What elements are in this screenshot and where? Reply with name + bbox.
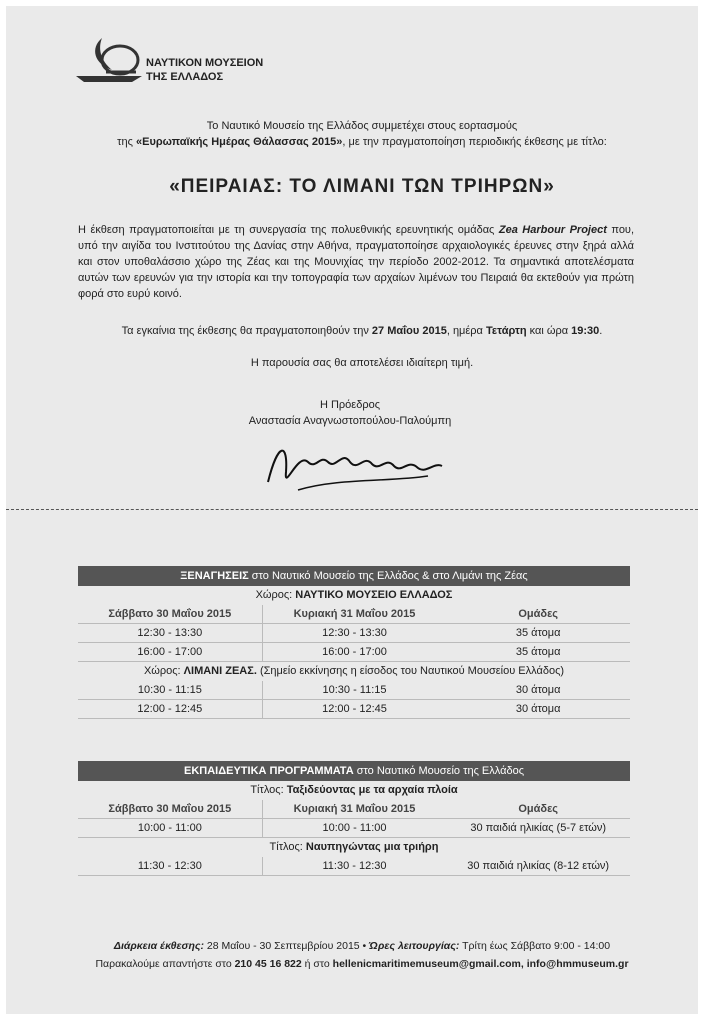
rsvp-pre: Παρακαλούμε απαντήστε στο xyxy=(95,958,235,970)
opening-date: 27 Μαΐου 2015 xyxy=(371,325,447,337)
venue1-caption xyxy=(78,586,630,605)
venue2-note: (Σημείο εκκίνησης η είσοδος του Ναυτικού Μουσείου Ελλάδος) xyxy=(256,665,565,677)
venue2-caption xyxy=(78,662,630,681)
edu-title2-caption xyxy=(78,838,630,857)
venue2-name: ΛΙΜΑΝΙ ΖΕΑΣ. xyxy=(183,665,257,677)
table-cell: 30 άτομα xyxy=(515,684,561,696)
table-cell: 30 άτομα xyxy=(515,703,561,715)
opening-mid2: και ώρα xyxy=(526,325,572,337)
table-cell: 16:00 - 17:00 xyxy=(137,646,203,658)
hours-value: Τρίτη έως Σάββατο 9:00 - 14:00 xyxy=(459,940,611,952)
table-cell: 10:00 - 11:00 xyxy=(262,819,447,837)
exhibition-title: «ΠΕΙΡΑΙΑΣ: ΤΟ ΛΙΜΑΝΙ ΤΩΝ ΤΡΙΗΡΩΝ» xyxy=(169,176,555,197)
duration-label: Διάρκεια έκθεσης: xyxy=(113,940,204,952)
project-name: Zea Harbour Project xyxy=(498,224,607,236)
signature-icon xyxy=(258,432,448,502)
tours-header-row xyxy=(78,605,630,624)
col-groups: Ομάδες xyxy=(518,608,559,620)
venue2-label: Χώρος: xyxy=(143,665,184,677)
opening-time: 19:30 xyxy=(571,325,600,337)
event-name: «Ευρωπαϊκής Ημέρας Θάλασσας 2015» xyxy=(135,136,343,148)
col-groups: Ομάδες xyxy=(518,803,559,815)
opening-day: Τετάρτη xyxy=(485,325,527,337)
venue1-name: ΝΑΥΤΙΚΟ ΜΟΥΣΕΙΟ ΕΛΛΑΔΟΣ xyxy=(295,589,453,601)
president-role: Η Πρόεδρος xyxy=(319,399,381,411)
tours-table xyxy=(78,566,630,719)
table-cell: 12:00 - 12:45 xyxy=(137,703,203,715)
col-sunday: Κυριακή 31 Μαΐου 2015 xyxy=(262,800,447,818)
opening-post: . xyxy=(599,325,603,337)
opening-text xyxy=(60,325,664,337)
intro-line2-post: , με την πραγματοποίηση περιοδικής έκθεσης με τίτλο: xyxy=(342,136,607,148)
col-saturday: Σάββατο 30 Μαΐου 2015 xyxy=(108,803,232,815)
table-cell: 35 άτομα xyxy=(515,627,561,639)
table-row xyxy=(78,857,630,876)
venue1-label: Χώρος: xyxy=(255,589,296,601)
table-cell: 11:30 - 12:30 xyxy=(137,860,202,872)
footer-contact xyxy=(60,958,664,970)
org-name-line2: ΤΗΣ ΕΛΛΑΔΟΣ xyxy=(146,71,224,83)
tours-header-bar xyxy=(78,566,630,586)
museum-logo-icon xyxy=(72,34,144,82)
table-cell: 12:30 - 13:30 xyxy=(262,624,447,642)
intro-line1: Το Ναυτικό Μουσείο της Ελλάδος συμμετέχει στους εορτασμούς xyxy=(206,120,518,132)
intro-line2 xyxy=(60,134,664,150)
fold-divider xyxy=(6,509,698,510)
tours-heading: ΞΕΝΑΓΗΣΕΙΣ xyxy=(180,570,249,582)
opening-pre: Τα εγκαίνια της έκθεσης θα πραγματοποιηθούν την xyxy=(121,325,372,337)
footer-hours xyxy=(60,940,664,952)
table-cell: 16:00 - 17:00 xyxy=(262,643,447,661)
edu-header-row xyxy=(78,800,630,819)
president-block xyxy=(200,397,500,429)
edu-heading: ΕΚΠΑΙΔΕΥΤΙΚΑ ΠΡΟΓΡΑΜΜΑΤΑ xyxy=(184,765,354,777)
table-cell: 30 παιδιά ηλικίας (8-12 ετών) xyxy=(467,860,610,872)
body-paragraph xyxy=(78,222,634,302)
opening-mid: , ημέρα xyxy=(446,325,486,337)
footer-separator: • xyxy=(359,940,370,952)
contact-emails: hellenicmaritimemuseum@gmail.com, info@hmmuseum.gr xyxy=(332,958,629,970)
col-saturday: Σάββατο 30 Μαΐου 2015 xyxy=(108,608,232,620)
table-cell: 11:30 - 12:30 xyxy=(262,857,447,875)
table-cell: 35 άτομα xyxy=(515,646,561,658)
edu-title1-caption xyxy=(78,781,630,800)
edu-heading-rest: στο Ναυτικό Μουσείο της Ελλάδος xyxy=(353,765,524,777)
edu-title2-label: Τίτλος: xyxy=(269,841,306,853)
table-cell: 10:30 - 11:15 xyxy=(137,684,202,696)
org-name xyxy=(146,56,263,84)
body-pre: Η έκθεση πραγματοποιείται με τη συνεργασία της πολυεθνικής ερευνητικής ομάδας xyxy=(78,224,499,236)
edu-title1-name: Ταξιδεύοντας με τα αρχαία πλοία xyxy=(286,784,458,796)
table-row xyxy=(78,624,630,643)
table-cell: 30 παιδιά ηλικίας (5-7 ετών) xyxy=(470,822,607,834)
honor-text: Η παρουσία σας θα αποτελέσει ιδιαίτερη τιμή. xyxy=(250,357,474,369)
table-cell: 12:00 - 12:45 xyxy=(262,700,447,718)
duration-value: 28 Μαΐου - 30 Σεπτεμβρίου 2015 xyxy=(203,940,360,952)
table-row xyxy=(78,819,630,838)
col-sunday: Κυριακή 31 Μαΐου 2015 xyxy=(262,605,447,623)
edu-header-bar xyxy=(78,761,630,781)
table-cell: 10:00 - 11:00 xyxy=(137,822,202,834)
intro-text xyxy=(60,118,664,150)
edu-title2-name: Ναυπηγώντας μια τριήρη xyxy=(305,841,439,853)
intro-line2-pre: της xyxy=(117,136,136,148)
edu-table xyxy=(78,761,630,876)
table-row xyxy=(78,681,630,700)
table-row xyxy=(78,700,630,719)
phone-number: 210 45 16 822 xyxy=(234,958,302,970)
rsvp-mid: ή στο xyxy=(301,958,333,970)
president-name: Αναστασία Αναγνωστοπούλου-Παλούμπη xyxy=(248,415,452,427)
hours-label: Ώρες λειτουργίας: xyxy=(369,940,460,952)
tours-heading-rest: στο Ναυτικό Μουσείο της Ελλάδος & στο Λιμάνι της Ζέας xyxy=(248,570,528,582)
table-cell: 10:30 - 11:15 xyxy=(262,681,447,699)
edu-title1-label: Τίτλος: xyxy=(250,784,287,796)
table-cell: 12:30 - 13:30 xyxy=(137,627,203,639)
body-post: που, υπό την αιγίδα του Ινστιτούτου της Δανίας στην Αθήνα, πραγματοποίησε αρχαιολογικές έρευνες στην ξηρά αλλά και στον υποθαλάσσιο χώρο της Ζέας και της Μουνιχίας την περίοδο 2002-2012. Τα σημαντικά αποτελέσματα αυτών των ερευνών για την ιστορία και την τοπογραφία των αρχαίων λιμένων του Πειραιά θα εκτεθούν για πρώτη φορά στο ευρύ κοινό. xyxy=(78,224,635,300)
org-name-line1: ΝΑΥΤΙΚΟΝ ΜΟΥΣΕΙΟΝ xyxy=(146,57,264,69)
table-row xyxy=(78,643,630,662)
